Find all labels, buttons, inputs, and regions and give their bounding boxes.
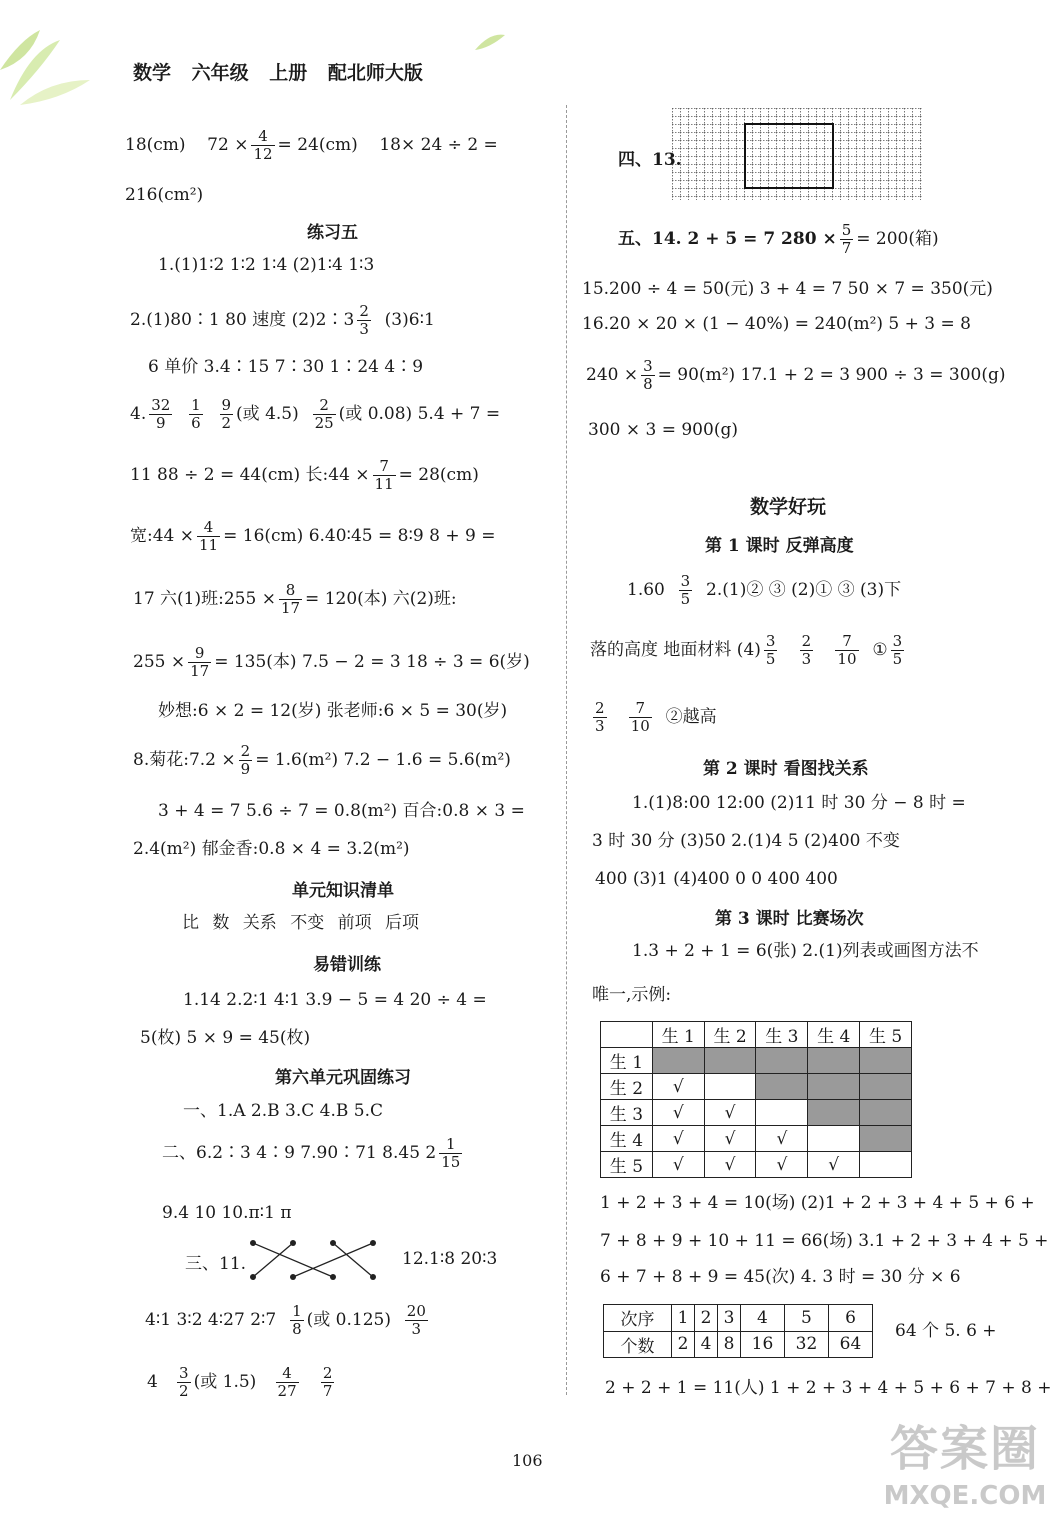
- answer-line: 四、13.: [618, 150, 682, 170]
- check-mark: √: [652, 1100, 704, 1126]
- sequence-table: [603, 1304, 873, 1358]
- table-cell: 6: [828, 1305, 872, 1332]
- table-cell: 5: [784, 1305, 828, 1332]
- answer-line: 8.菊花:7.2 × $\frac{2}{9}$ = 1.6(m²) 7.2 − 1.6 = 5.6(m²): [133, 742, 511, 778]
- table-cell: 2: [672, 1331, 695, 1358]
- check-mark: √: [652, 1074, 704, 1100]
- page-header: 数学 六年级 上册 配北师大版: [133, 62, 423, 84]
- round-robin-table: [600, 1021, 912, 1178]
- answer-line: 11 88 ÷ 2 = 44(cm) 长:44 × $\frac{7}{11}$ = 28(cm): [130, 457, 479, 493]
- section-heading: 第 3 课时 比赛场次: [715, 909, 864, 929]
- leaf-decoration-right: [470, 30, 510, 60]
- answer-line: 16.20 × 20 × (1 − 40%) = 240(m²) 5 + 3 = 8: [582, 314, 971, 334]
- watermark-logo: 答案圈 MXQE.COM: [883, 1421, 1047, 1511]
- answer-line: 1.3 + 2 + 1 = 6(张) 2.(1)列表或画图方法不: [632, 941, 979, 961]
- table-header: 生 5: [860, 1022, 912, 1048]
- answer-line: 216(cm²): [125, 185, 204, 205]
- answer-line: 二、6.2∶3 4∶9 7.90∶71 8.45 2 $\frac{1}{15}$: [162, 1135, 461, 1171]
- answer-line: 1.(1)8:00 12:00 (2)11 时 30 分 − 8 时 =: [632, 793, 966, 813]
- answer-line: 18(cm) 72 × $\frac{4}{12}$ = 24(cm) 18× 24 ÷ 2 =: [125, 127, 498, 163]
- answer-line: 1 + 2 + 3 + 4 = 10(场) (2)1 + 2 + 3 + 4 + 5 + 6 +: [600, 1193, 1035, 1213]
- table-cell: 32: [784, 1331, 828, 1358]
- answer-line: 4 $\frac{3}{2}$ (或 1.5) $\frac{4}{27}$ $\frac{2}{7}$: [147, 1364, 333, 1400]
- section-heading: 第六单元巩固练习: [275, 1068, 411, 1088]
- table-row-label: 生 2: [601, 1074, 653, 1100]
- answer-line: 6 单价 3.4∶15 7∶30 1∶24 4∶9: [148, 357, 424, 377]
- table-cell: 2: [695, 1305, 718, 1332]
- answer-line: 255 × $\frac{9}{17}$ = 135(本) 7.5 − 2 = 3 18 ÷ 3 = 6(岁): [133, 644, 530, 680]
- table-cell: 3: [717, 1305, 740, 1332]
- answer-line: 3 时 30 分 (3)50 2.(1)4 5 (2)400 不变: [592, 831, 900, 851]
- section-heading: 第 1 课时 反弹高度: [705, 536, 854, 556]
- table-cell: 1: [672, 1305, 695, 1332]
- table-row-label: 生 3: [601, 1100, 653, 1126]
- table-row-label: 个数: [604, 1331, 672, 1358]
- section-heading: 第 2 课时 看图找关系: [703, 759, 869, 779]
- dot-grid-diagram: [672, 108, 922, 200]
- table-row-label: 生 5: [601, 1152, 653, 1178]
- table-header: 生 3: [756, 1022, 808, 1048]
- answer-line: 2.(1)80∶1 80 速度 (2)2∶3 $\frac{2}{3}$ (3)6∶1: [130, 302, 435, 338]
- check-mark: √: [652, 1126, 704, 1152]
- table-row-label: 生 1: [601, 1048, 653, 1074]
- table-cell: 4: [740, 1305, 784, 1332]
- answer-line: 64 个 5. 6 +: [895, 1321, 997, 1341]
- answer-line: 5(枚) 5 × 9 = 45(枚): [140, 1028, 311, 1048]
- answer-line: 17 六(1)班:255 × $\frac{8}{17}$ = 120(本) 六(2)班:: [133, 581, 457, 617]
- leaf-decoration: [0, 20, 120, 110]
- answer-line: 7 + 8 + 9 + 10 + 11 = 66(场) 3.1 + 2 + 3 + 4 + 5 +: [600, 1231, 1049, 1251]
- matching-lines-diagram: [245, 1235, 385, 1285]
- check-mark: √: [808, 1152, 860, 1178]
- answer-line: 12.1∶8 20∶3: [402, 1249, 498, 1269]
- check-mark: √: [704, 1152, 756, 1178]
- answer-line: 比 数 关系 不变 前项 后项: [182, 913, 420, 933]
- answer-line: 1.14 2.2∶1 4∶1 3.9 − 5 = 4 20 ÷ 4 =: [183, 990, 487, 1010]
- answer-line: 宽:44 × $\frac{4}{11}$ = 16(cm) 6.40∶45 = 8∶9 8 + 9 =: [130, 518, 496, 554]
- answer-line: 1.(1)1∶2 1∶2 1∶4 (2)1∶4 1∶3: [158, 255, 375, 275]
- column-divider: [566, 105, 567, 1395]
- table-row-label: 次序: [604, 1305, 672, 1332]
- table-header: 生 1: [652, 1022, 704, 1048]
- answer-line: 1.60 $\frac{3}{5}$ 2.(1)② ③ (2)① ③ (3)下: [627, 572, 902, 608]
- answer-line: 2.4(m²) 郁金香:0.8 × 4 = 3.2(m²): [133, 839, 410, 859]
- answer-line: 300 × 3 = 900(g): [588, 420, 738, 440]
- answer-line: 五、14. 2 + 5 = 7 280 × $\frac{5}{7}$ = 200(箱): [618, 221, 939, 257]
- answer-line: 妙想:6 × 2 = 12(岁) 张老师:6 × 5 = 30(岁): [158, 701, 508, 721]
- answer-line: $\frac{2}{3}$ $\frac{7}{10}$ ②越高: [595, 699, 717, 735]
- answer-line: 6 + 7 + 8 + 9 = 45(次) 4. 3 时 = 30 分 × 6: [600, 1267, 961, 1287]
- section-heading: 数学好玩: [750, 496, 827, 518]
- table-cell: 8: [717, 1331, 740, 1358]
- check-mark: √: [652, 1152, 704, 1178]
- section-heading: 练习五: [307, 223, 358, 243]
- round-robin-table-wrap: [600, 1021, 912, 1176]
- answer-line: 15.200 ÷ 4 = 50(元) 3 + 4 = 7 50 × 7 = 350(元): [582, 279, 993, 299]
- answer-line: 400 (3)1 (4)400 0 0 400 400: [595, 869, 838, 889]
- answer-line: 9.4 10 10.π∶1 π: [162, 1203, 292, 1223]
- answer-line: 落的高度 地面材料 (4) $\frac{3}{5}$ $\frac{2}{3}$ $\frac{7}{10}$ ① $\frac{3}{5}$: [590, 632, 903, 668]
- check-mark: √: [756, 1126, 808, 1152]
- section-heading: 易错训练: [313, 955, 381, 975]
- table-cell: 64: [828, 1331, 872, 1358]
- answer-line: 三、11.: [185, 1254, 247, 1274]
- page-number: 106: [512, 1451, 543, 1470]
- check-mark: √: [756, 1152, 808, 1178]
- table-corner: [601, 1022, 653, 1048]
- table-header: 生 2: [704, 1022, 756, 1048]
- check-mark: √: [704, 1100, 756, 1126]
- answer-line: 240 × $\frac{3}{8}$ = 90(m²) 17.1 + 2 = 3 900 ÷ 3 = 300(g): [586, 357, 1006, 393]
- table-cell: 4: [695, 1331, 718, 1358]
- section-heading: 单元知识清单: [292, 881, 394, 901]
- check-mark: √: [704, 1126, 756, 1152]
- answer-line: 一、1.A 2.B 3.C 4.B 5.C: [183, 1101, 383, 1121]
- answer-line: 2 + 2 + 1 = 11(人) 1 + 2 + 3 + 4 + 5 + 6 + 7 + 8 +: [605, 1378, 1052, 1398]
- answer-line: 3 + 4 = 7 5.6 ÷ 7 = 0.8(m²) 百合:0.8 × 3 =: [158, 801, 525, 821]
- table-header: 生 4: [808, 1022, 860, 1048]
- answer-line: 4. $\frac{32}{9}$ $\frac{1}{6}$ $\frac{9}{2}$ (或 4.5) $\frac{2}{25}$ (或 0.08) 5.4 + 7 =: [130, 396, 501, 432]
- table-row-label: 生 4: [601, 1126, 653, 1152]
- answer-line: 4∶1 3∶2 4∶27 2∶7 $\frac{1}{8}$ (或 0.125) $\frac{20}{3}$: [145, 1302, 426, 1338]
- table-cell: 16: [740, 1331, 784, 1358]
- answer-line: 唯一,示例:: [592, 985, 672, 1005]
